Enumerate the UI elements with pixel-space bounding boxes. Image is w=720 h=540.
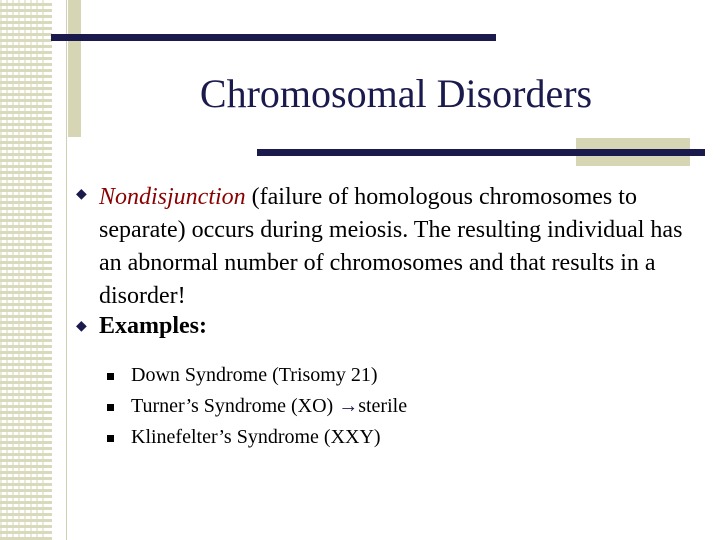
top-left-accent-box <box>68 0 81 137</box>
diamond-bullet-icon: ◆ <box>76 319 87 334</box>
nondisjunction-paragraph <box>99 181 699 313</box>
example-item-down: Down Syndrome (Trisomy 21) <box>131 364 378 386</box>
diamond-bullet-icon: ◆ <box>76 187 87 202</box>
left-stripe-decoration <box>0 0 52 540</box>
square-bullet-icon <box>107 435 114 442</box>
example-item-turner-text: Turner’s Syndrome (XO) <box>131 395 339 417</box>
right-arrow-icon: → <box>338 395 359 417</box>
vertical-divider-line <box>66 0 67 540</box>
examples-heading: Examples: <box>99 313 207 339</box>
square-bullet-icon <box>107 373 114 380</box>
example-item-klinefelter: Klinefelter’s Syndrome (XXY) <box>131 426 381 448</box>
bottom-accent-bar <box>257 149 705 156</box>
slide-title: Chromosomal Disorders <box>199 71 593 116</box>
nondisjunction-term: Nondisjunction <box>99 184 246 210</box>
example-item-turner <box>131 395 407 418</box>
nondisjunction-text: (failure of homologous chromosomes to separate) occurs during meiosis. The resulting individual has an abnormal number of chromosomes and that results in a disorder! <box>99 184 683 309</box>
square-bullet-icon <box>107 404 114 411</box>
example-item-turner-after: sterile <box>358 395 408 417</box>
top-accent-bar <box>51 34 496 41</box>
